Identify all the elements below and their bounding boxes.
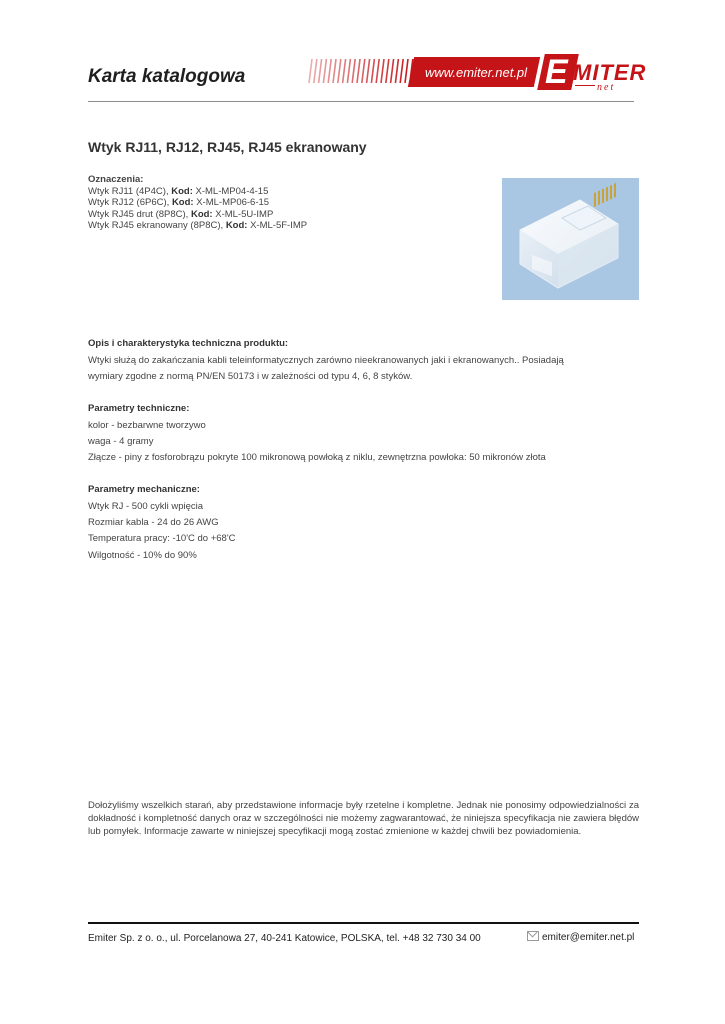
email-link[interactable]: emiter@emiter.net.pl (542, 932, 635, 943)
logo-wordmark: MITER (573, 60, 647, 85)
paragraph-line: Wtyki służą do zakańczania kabli teleinformatycznych zarówno nieekranowanych jaki i ekranowanych.. Posiadają (88, 355, 564, 366)
parameter-line: kolor - bezbarwne tworzywo (88, 420, 206, 431)
product-title: Wtyk RJ11, RJ12, RJ45, RJ45 ekranowany (88, 139, 367, 155)
parameter-line: Wilgotność - 10% do 90% (88, 549, 197, 561)
description-section (88, 337, 564, 385)
parameter-line: Złącze - piny z fosforobrązu pokryte 100 mikronową powłoką z niklu, zewnętrzna powłoka: 50 mikronów złota (88, 452, 546, 464)
logo-letter-e: E (545, 53, 568, 91)
section-heading: Opis i charakterystyka techniczna produktu: (88, 338, 289, 349)
technical-section (88, 402, 546, 467)
footer-address: Emiter Sp. z o. o., ul. Porcelanowa 27, 40-241 Katowice, POLSKA, tel. +48 32 730 34 00 (88, 933, 481, 944)
page-title: Karta katalogowa (88, 66, 246, 87)
parameter-line: Wtyk RJ - 500 cykli wpięcia (88, 501, 204, 512)
envelope-icon (527, 931, 539, 941)
parameter-line: Rozmiar kabla - 24 do 26 AWG (88, 517, 219, 529)
disclaimer-text: Dołożyliśmy wszelkich starań, aby przedstawione informacje były rzetelne i kompletne. Jednak nie ponosimy odpowiedzialności za dokładność i kompletność danych oraz w szczególności nie możemy zagwarantować, że niniejsza specyfikacja nie zawiera błędów lub pomyłek. Informacje zawarte w niniejszej specyfikacji mogą zostać zmienione w każdej chwili bez powiadomienia. (88, 800, 639, 837)
logo-subtext: net (597, 82, 616, 93)
footer-email[interactable] (527, 931, 634, 943)
product-photo (502, 178, 639, 300)
mechanical-section (88, 483, 236, 564)
designations-block (88, 174, 307, 232)
parameter-line: waga - 4 gramy (88, 436, 154, 448)
paragraph-line: wymiary zgodne z normą PN/EN 50173 i w zależności od typu 4, 6, 8 styków. (88, 371, 413, 383)
section-heading: Parametry mechaniczne: (88, 484, 200, 495)
logo-underline (575, 85, 595, 86)
header-divider (88, 101, 634, 102)
section-heading: Parametry techniczne: (88, 403, 190, 414)
designation-item: Wtyk RJ11 (4P4C), Kod: X-ML-MP04-4-15 (88, 185, 269, 197)
emiter-banner (305, 52, 647, 98)
footer-divider (88, 922, 639, 924)
banner-url: www.emiter.net.pl (424, 65, 528, 80)
red-stripes-decoration (305, 58, 415, 84)
designation-item: Wtyk RJ45 drut (8P8C), Kod: X-ML-5U-IMP (88, 208, 274, 220)
designation-item: Wtyk RJ12 (6P6C), Kod: X-ML-MP06-6-15 (88, 197, 270, 209)
rj-plug-image (502, 178, 639, 300)
designations-heading: Oznaczenia: (88, 174, 144, 185)
designation-item: Wtyk RJ45 ekranowany (8P8C), Kod: X-ML-5F-IMP (88, 220, 308, 232)
parameter-line: Temperatura pracy: -10'C do +68'C (88, 533, 236, 545)
